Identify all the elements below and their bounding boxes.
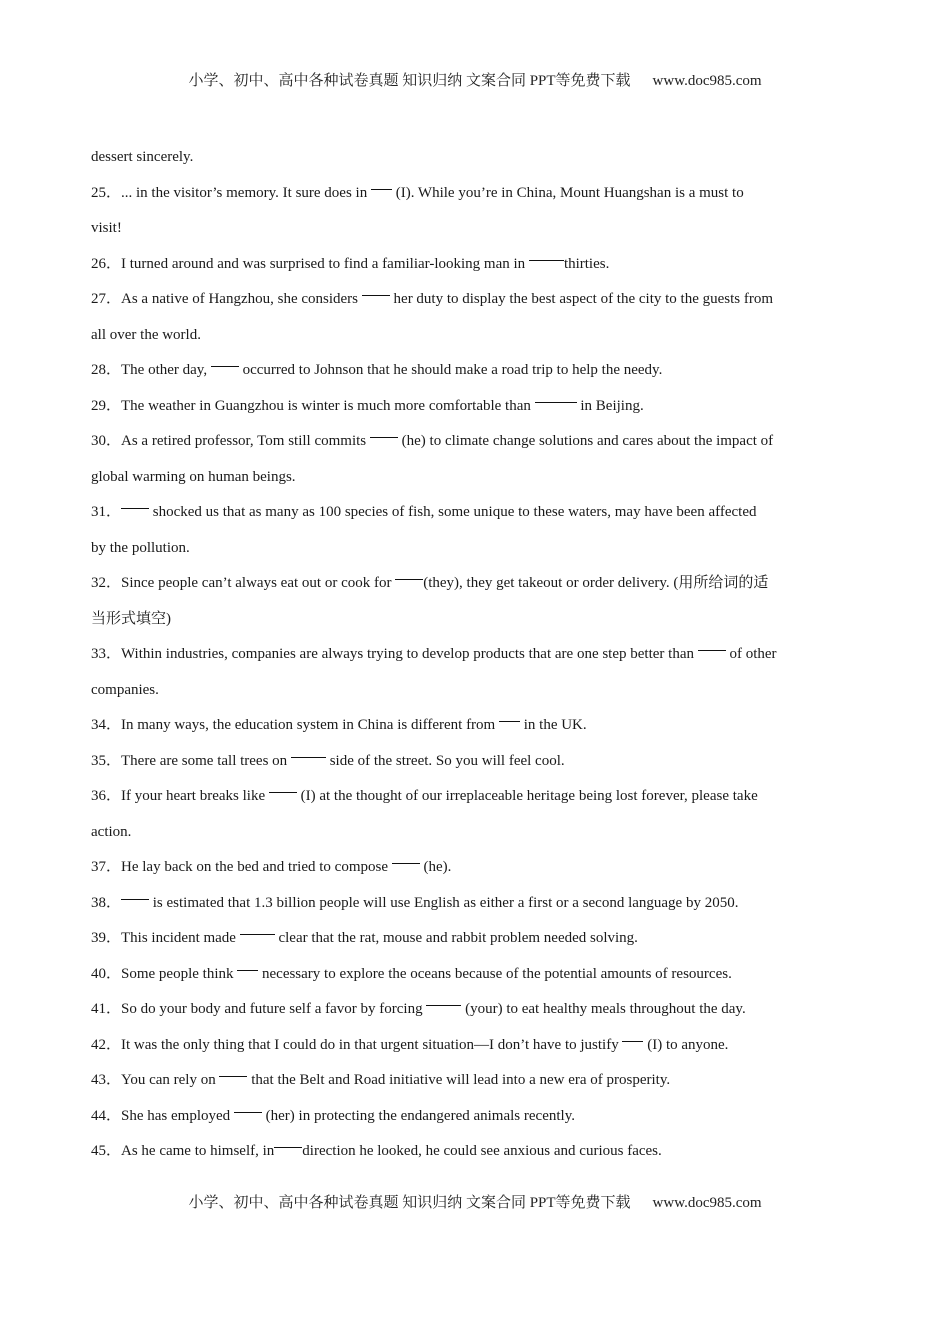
text-line (91, 1063, 863, 1099)
text-line (91, 176, 863, 212)
text-line (91, 992, 863, 1028)
line-text: 32．Since people can’t always eat out or cook for (91, 575, 396, 591)
answer-blank (234, 1099, 262, 1113)
answer-blank (121, 886, 149, 900)
page-header (0, 69, 950, 90)
text-line (91, 815, 863, 851)
answer-blank (698, 637, 726, 651)
text-line (91, 602, 863, 638)
line-text: (I) to anyone. (643, 1036, 729, 1053)
line-text: dessert sincerely. (91, 149, 194, 165)
line-text: thirties. (563, 255, 610, 272)
answer-blank (371, 176, 392, 190)
header-text: 小学、初中、高中各种试卷真题 知识归纳 文案合同 PPT等免费下载 (188, 73, 631, 89)
text-line (91, 211, 863, 247)
line-text: 27．As a native of Hangzhou, she considers (91, 291, 362, 307)
line-text: (I) at the thought of our irreplaceable heritage being lost forever, please take (296, 788, 758, 804)
line-text: (he) to climate change solutions and cares about the impact of (397, 433, 774, 449)
line-text: companies. (91, 681, 159, 698)
line-text: 36．If your heart breaks like (91, 788, 269, 804)
line-text: (I). While you’re in China, Mount Huangshan is a must to (391, 184, 744, 201)
line-text: (her) in protecting the endangered animals recently. (261, 1107, 575, 1124)
text-line (91, 637, 863, 673)
footer-url: www.doc985.com (652, 1195, 762, 1211)
text-line (91, 673, 863, 709)
line-text: 37．He lay back on the bed and tried to compose (91, 859, 392, 875)
line-text: 38． (91, 894, 122, 911)
text-line (91, 460, 863, 496)
line-text: 26．I turned around and was surprised to find a familiar-looking man in (91, 255, 529, 272)
line-text: 29．The weather in Guangzhou is winter is much more comfortable than (91, 397, 535, 414)
footer-text: 小学、初中、高中各种试卷真题 知识归纳 文案合同 PPT等免费下载 (188, 1195, 631, 1211)
line-text: that the Belt and Road initiative will lead into a new era of prosperity. (247, 1072, 671, 1088)
text-line (91, 1134, 863, 1170)
answer-blank (219, 1063, 247, 1077)
text-line (91, 353, 863, 389)
line-text: 34．In many ways, the education system in China is different from (91, 717, 499, 733)
line-text: global warming on human beings. (91, 468, 296, 485)
answer-blank (426, 992, 461, 1006)
line-text: (your) to eat healthy meals throughout the day. (461, 1001, 746, 1017)
text-line (91, 921, 863, 957)
header-url: www.doc985.com (652, 73, 762, 89)
text-line (91, 566, 863, 602)
line-text: action. (91, 823, 132, 840)
answer-blank (499, 708, 520, 722)
text-line (91, 247, 863, 283)
line-text: 42．It was the only thing that I could do in that urgent situation—I don’t have to justify (91, 1036, 623, 1053)
line-text: side of the street. So you will feel cool. (325, 752, 565, 769)
answer-blank (121, 495, 149, 509)
line-text: 35．There are some tall trees on (91, 752, 291, 769)
answer-blank (395, 566, 423, 580)
answer-blank (392, 850, 420, 864)
line-text: 25．... in the visitor’s memory. It sure does in (91, 184, 371, 201)
line-text: in the UK. (519, 717, 587, 733)
line-text: 30．As a retired professor, Tom still commits (91, 433, 370, 449)
question-list (91, 140, 863, 1170)
line-text: 43．You can rely on (91, 1072, 220, 1088)
line-text: clear that the rat, mouse and rabbit problem needed solving. (274, 930, 638, 946)
text-line (91, 1099, 863, 1135)
answer-blank (622, 1028, 643, 1042)
line-text: occurred to Johnson that he should make a road trip to help the needy. (238, 362, 663, 378)
line-text: 44．She has employed (91, 1107, 234, 1124)
line-text: all over the world. (91, 326, 201, 343)
answer-blank (535, 389, 577, 403)
answer-blank (274, 1134, 302, 1148)
answer-blank (240, 921, 275, 935)
line-text: necessary to explore the oceans because of the potential amounts of resources. (258, 965, 732, 982)
answer-blank (211, 353, 239, 367)
line-text: 当形式填空) (91, 610, 171, 627)
line-text: 40．Some people think (91, 965, 238, 982)
line-text: 41．So do your body and future self a favor by forcing (91, 1001, 427, 1017)
text-line (91, 850, 863, 886)
line-text: 31． (91, 504, 122, 520)
line-text: visit! (91, 220, 122, 236)
text-line (91, 531, 863, 567)
line-text: 39．This incident made (91, 930, 240, 946)
answer-blank (269, 779, 297, 793)
text-line (91, 140, 863, 176)
line-text: is estimated that 1.3 billion people will use English as either a first or a second language by 2050. (149, 894, 739, 911)
line-text: (they), they get takeout or order delivery. (用所给词的适 (423, 575, 769, 591)
text-line (91, 282, 863, 318)
page-footer (0, 1191, 950, 1212)
text-line (91, 424, 863, 460)
line-text: shocked us that as many as 100 species of fish, some unique to these waters, may have been affected (149, 504, 757, 520)
answer-blank (362, 282, 390, 296)
line-text: 33．Within industries, companies are always trying to develop products that are one step better than (91, 646, 698, 662)
text-line (91, 708, 863, 744)
line-text: (he). (419, 859, 452, 875)
text-line (91, 957, 863, 993)
text-line (91, 389, 863, 425)
line-text: by the pollution. (91, 539, 190, 556)
text-line (91, 779, 863, 815)
line-text: of other (725, 646, 777, 662)
answer-blank (291, 744, 326, 758)
line-text: 45．As he came to himself, in (91, 1143, 275, 1159)
line-text: in Beijing. (576, 397, 644, 414)
line-text: direction he looked, he could see anxious and curious faces. (302, 1143, 662, 1159)
line-text: her duty to display the best aspect of the city to the guests from (389, 291, 774, 307)
text-line (91, 495, 863, 531)
text-line (91, 1028, 863, 1064)
line-text: 28．The other day, (91, 362, 211, 378)
answer-blank (529, 247, 564, 261)
text-line (91, 886, 863, 922)
answer-blank (237, 957, 258, 971)
answer-blank (370, 424, 398, 438)
text-line (91, 318, 863, 354)
text-line (91, 744, 863, 780)
